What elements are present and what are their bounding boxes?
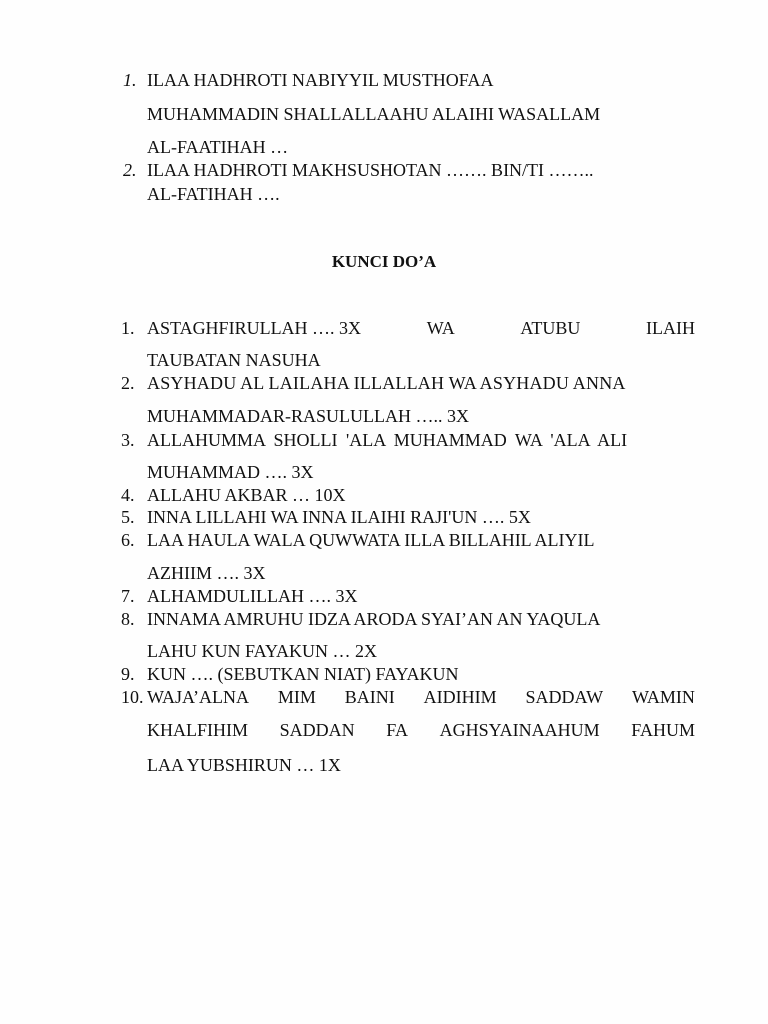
list-number: 1. <box>121 318 135 338</box>
list-item-text: INNAMA AMRUHU IDZA ARODA SYAI’AN AN YAQULA <box>147 609 601 629</box>
word: AIDIHIM <box>423 687 497 707</box>
list-number: 1. <box>123 70 137 90</box>
list-item-text: LAA HAULA WALA QUWWATA ILLA BILLAHIL ALIYIL <box>147 530 595 550</box>
list-item-text: KUN …. (SEBUTKAN NIAT) FAYAKUN <box>147 664 459 684</box>
word: SADDAW <box>525 687 604 707</box>
word: ILAIH <box>646 318 695 338</box>
list-item-text: ASYHADU AL LAILAHA ILLALLAH WA ASYHADU ANNA <box>147 373 626 393</box>
list-item-text: LAA YUBSHIRUN … 1X <box>147 755 341 775</box>
section-title: KUNCI DO’A <box>331 252 437 271</box>
list-number: 6. <box>121 530 135 550</box>
word: FA <box>386 720 408 740</box>
word: WA <box>426 318 455 338</box>
list-item-text: ALHAMDULILLAH …. 3X <box>147 586 358 606</box>
list-number: 5. <box>121 507 135 527</box>
word: ASTAGHFIRULLAH …. 3X <box>147 318 362 338</box>
list-number: 2. <box>121 373 135 393</box>
word: ATUBU <box>520 318 581 338</box>
list-item-text: TAUBATAN NASUHA <box>147 350 321 370</box>
list-item-text: LAHU KUN FAYAKUN … 2X <box>147 641 378 661</box>
word: SADDAN <box>279 720 355 740</box>
list-number: 7. <box>121 586 135 606</box>
list-item-text: MUHAMMADAR-RASULULLAH ….. 3X <box>147 406 470 426</box>
word: WAJA’ALNA <box>147 687 249 707</box>
list-item-text: INNA LILLAHI WA INNA ILAIHI RAJI'UN …. 5X <box>147 507 531 527</box>
list-number: 3. <box>121 430 135 450</box>
word: KHALFIHIM <box>147 720 248 740</box>
list-item-text <box>147 686 695 708</box>
list-number: 8. <box>121 609 135 629</box>
list-item-text: ILAA HADHROTI NABIYYIL MUSTHOFAA <box>147 70 494 90</box>
word: MIM <box>277 687 316 707</box>
list-item-text: AL-FATIHAH …. <box>147 184 280 204</box>
list-item-text: ALLAHUMMA SHOLLI 'ALA MUHAMMAD WA 'ALA ALI <box>147 430 628 450</box>
list-item-text: MUHAMMAD …. 3X <box>147 462 314 482</box>
list-item-text <box>147 317 695 339</box>
list-item-text: AZHIIM …. 3X <box>147 563 266 583</box>
word: AGHSYAINAAHUM <box>439 720 600 740</box>
list-number: 10. <box>121 687 144 707</box>
list-item-text: ALLAHU AKBAR … 10X <box>147 485 346 505</box>
word: WAMIN <box>631 687 695 707</box>
list-number: 9. <box>121 664 135 684</box>
list-item-text: MUHAMMADIN SHALLALLAAHU ALAIHI WASALLAM <box>147 104 601 124</box>
list-item-text <box>147 719 695 741</box>
list-number: 4. <box>121 485 135 505</box>
word: FAHUM <box>631 720 695 740</box>
list-item-text: ILAA HADHROTI MAKHSUSHOTAN ……. BIN/TI …….. <box>147 160 594 180</box>
list-number: 2. <box>123 160 137 180</box>
list-item-text: AL-FAATIHAH … <box>147 137 289 157</box>
word: BAINI <box>344 687 395 707</box>
